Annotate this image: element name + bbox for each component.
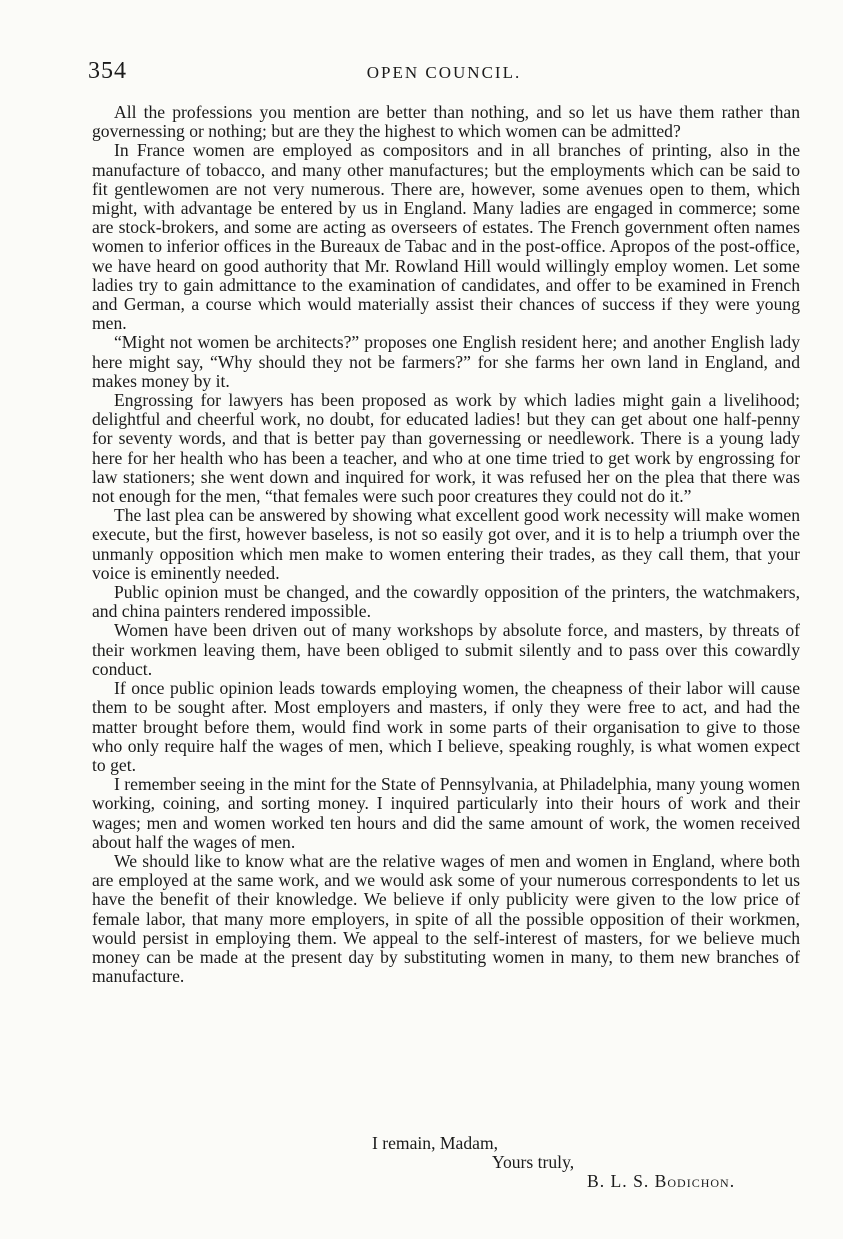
closing-line: I remain, Madam, [372,1133,499,1153]
paragraph: The last plea can be answered by showing what excellent good work necessity will make women execute, but the first, however baseless, is not so easily got over, and it is to help a triumph over the unmanly opposition which men make to women entering their trades, as they call them, that your voice is eminently needed. [92,505,800,583]
paragraph: “Might not women be architects?” proposes one English resident here; and another English lady here might say, “Why should they not be farmers?” for she farms her own land in England, and makes money by it. [92,332,800,391]
paragraph: If once public opinion leads towards employing women, the cheapness of their labor will cause them to be sought after. Most employers and masters, if only they were free to act, and had the matter brought before them, would find work in some parts of their organisation to give to those who only require half the wages of men, which I believe, speaking roughly, is what women expect to get. [92,678,800,775]
valediction: Yours truly, [492,1152,575,1172]
letter-signoff [92,1134,800,1194]
paragraph: Public opinion must be changed, and the cowardly opposition of the printers, the watchmakers, and china painters rendered impossible. [92,582,800,622]
paragraph: We should like to know what are the relative wages of men and women in England, where both are employed at the same work, and we would ask some of your numerous correspondents to let us have the benefit of their knowledge. We believe if only publicity were given to the low price of female labor, that many more employers, in spite of all the possible opposition of their workmen, would persist in employing them. We appeal to the self-interest of masters, for we believe much money can be made at the present day by substituting women in many, to them new branches of manufacture. [92,850,800,987]
page-number: 354 [88,58,127,84]
paragraph: In France women are employed as compositors and in all branches of printing, also in the manufacture of tobacco, and many other manufactures; but the employments which can be said to fit gentlewomen are not very numerous. There are, however, some avenues open to them, which might, with advantage be entered by us in England. Many ladies are engaged in commerce; some are stock-brokers, and some are acting as overseers of estates. The French government often names women to inferior offices in the Bureaux de Tabac and in the post-office. Apropos of the post-office, we have heard on good authority that Mr. Rowland Hill would willingly employ women. Let some ladies try to gain admittance to the examination of candidates, and offer to be examined in French and German, a course which would materially assist their chances of success if they were young men. [92,140,800,334]
paragraph: Women have been driven out of many workshops by absolute force, and masters, by threats of their workmen leaving them, have been obliged to submit silently and to pass over this cowardly conduct. [92,620,800,679]
paragraph: I remember seeing in the mint for the State of Pennsylvania, at Philadelphia, many young women working, coining, and sorting money. I inquired particularly into their hours of work and their wages; men and women worked ten hours and did the same amount of work, the women received about half the wages of men. [92,774,800,852]
page-header [88,58,800,90]
paragraph: All the professions you mention are better than nothing, and so let us have them rather than governessing or nothing; but are they the highest to which women can be admitted? [92,102,800,142]
signature: B. L. S. Bodichon. [587,1171,736,1191]
running-head: OPEN COUNCIL. [366,63,522,82]
letter-body [92,103,800,986]
paragraph: Engrossing for lawyers has been proposed as work by which ladies might gain a livelihood; delightful and cheerful work, no doubt, for educated ladies! but they can get about one half-penny for seventy words, and that is better pay than governessing or needlework. There is a young lady here for her health who has been a teacher, and who at one time tried to get work by engrossing for law stationers; she went down and inquired for work, it was refused her on the plea that there was not enough for the men, “that females were such poor creatures they could not do it.” [92,390,800,507]
